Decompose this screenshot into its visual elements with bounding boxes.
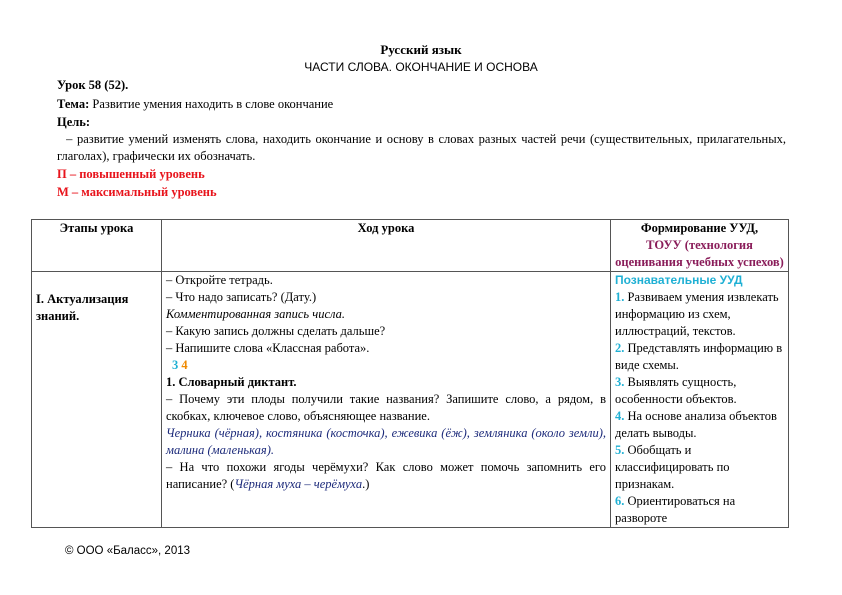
course-cell bbox=[162, 272, 611, 528]
goal-text-value: – развитие умений изменять слова, находить окончание и основу в словах разных частей речи (существительных, прилагательных, глаголах), графически их обозначать. bbox=[57, 132, 786, 163]
uud-item bbox=[615, 340, 784, 374]
dictation-title: 1. Словарный диктант. bbox=[166, 375, 297, 389]
uud-item bbox=[615, 442, 784, 493]
subject-heading: Русский язык bbox=[380, 42, 462, 57]
course-line: Комментированная запись числа. bbox=[166, 307, 345, 321]
uud-item-text: Обобщать и классифицировать по признакам. bbox=[615, 443, 730, 491]
course-line: – Напишите слова «Классная работа». bbox=[166, 341, 370, 355]
course-line bbox=[166, 459, 606, 493]
mnemonic-answer: Чёрная муха – черёмуха bbox=[234, 477, 363, 491]
header-uud-title: Формирование УУД, bbox=[640, 221, 759, 235]
question-end: .) bbox=[362, 477, 370, 491]
course-line: – Какую запись должны сделать дальше? bbox=[166, 324, 386, 338]
uud-item-number: 2. bbox=[615, 341, 625, 355]
uud-item-number: 1. bbox=[615, 290, 625, 304]
topic-value: Развитие умения находить в слове окончание bbox=[89, 97, 334, 111]
topic-label: Тема: bbox=[57, 97, 90, 111]
copyright: © ООО «Баласс», 2013 bbox=[65, 545, 191, 557]
goal-text bbox=[57, 131, 786, 165]
slide-number-3: 3 bbox=[172, 358, 179, 372]
header-uud bbox=[611, 220, 789, 272]
course-line: – Откройте тетрадь. bbox=[166, 273, 273, 287]
uud-item bbox=[615, 289, 784, 340]
stage-cell bbox=[32, 272, 162, 528]
uud-item-text: Развиваем умения извлекать информацию из схем, иллюстраций, текстов. bbox=[615, 290, 779, 338]
header-stages: Этапы урока bbox=[32, 220, 162, 272]
uud-item bbox=[615, 493, 784, 527]
slide-number-4: 4 bbox=[181, 358, 188, 372]
goal-label: Цель: bbox=[57, 115, 91, 129]
lesson-table bbox=[31, 219, 789, 528]
header-course: Ход урока bbox=[162, 220, 611, 272]
uud-title: Познавательные УУД bbox=[615, 273, 743, 287]
uud-item-number: 3. bbox=[615, 375, 625, 389]
course-line: – Почему эти плоды получили такие названия? Запишите слово, а рядом, в скобках, ключевое слово, объясняющее название. bbox=[166, 392, 606, 423]
page-title: ЧАСТИ СЛОВА. ОКОНЧАНИЕ И ОСНОВА bbox=[304, 60, 538, 74]
level-p: П – повышенный уровень bbox=[57, 167, 205, 181]
course-line: – Что надо записать? (Дату.) bbox=[166, 290, 317, 304]
question-text: – На что похожи ягоды черёмухи? Как слово может помочь запомнить его написание? ( bbox=[166, 460, 606, 491]
stage-name: I. Актуализация знаний. bbox=[36, 292, 129, 323]
uud-item-text: Ориентироваться на развороте bbox=[615, 494, 736, 525]
level-m: М – максимальный уровень bbox=[57, 185, 217, 199]
uud-item-number: 6. bbox=[615, 494, 625, 508]
table-header-row bbox=[32, 220, 789, 272]
uud-item-text: Представлять информацию в виде схемы. bbox=[615, 341, 783, 372]
uud-item-text: Выявлять сущность, особенности объектов. bbox=[615, 375, 737, 406]
uud-item bbox=[615, 374, 784, 408]
uud-item-number: 5. bbox=[615, 443, 625, 457]
uud-item bbox=[615, 408, 784, 442]
table-row bbox=[32, 272, 789, 528]
topic-line bbox=[57, 97, 333, 112]
uud-list bbox=[615, 289, 784, 527]
lesson-number: Урок 58 (52). bbox=[57, 78, 129, 92]
header-uud-sub: ТОУУ (технология оценивания учебных успехов) bbox=[615, 238, 784, 269]
slide-numbers bbox=[166, 357, 606, 374]
dictation-words: Черника (чёрная), костяника (косточка), ежевика (ёж), земляника (около земли), малина (маленькая). bbox=[166, 426, 606, 457]
uud-item-number: 4. bbox=[615, 409, 625, 423]
uud-item-text: На основе анализа объектов делать выводы. bbox=[615, 409, 777, 440]
uud-cell bbox=[611, 272, 789, 528]
